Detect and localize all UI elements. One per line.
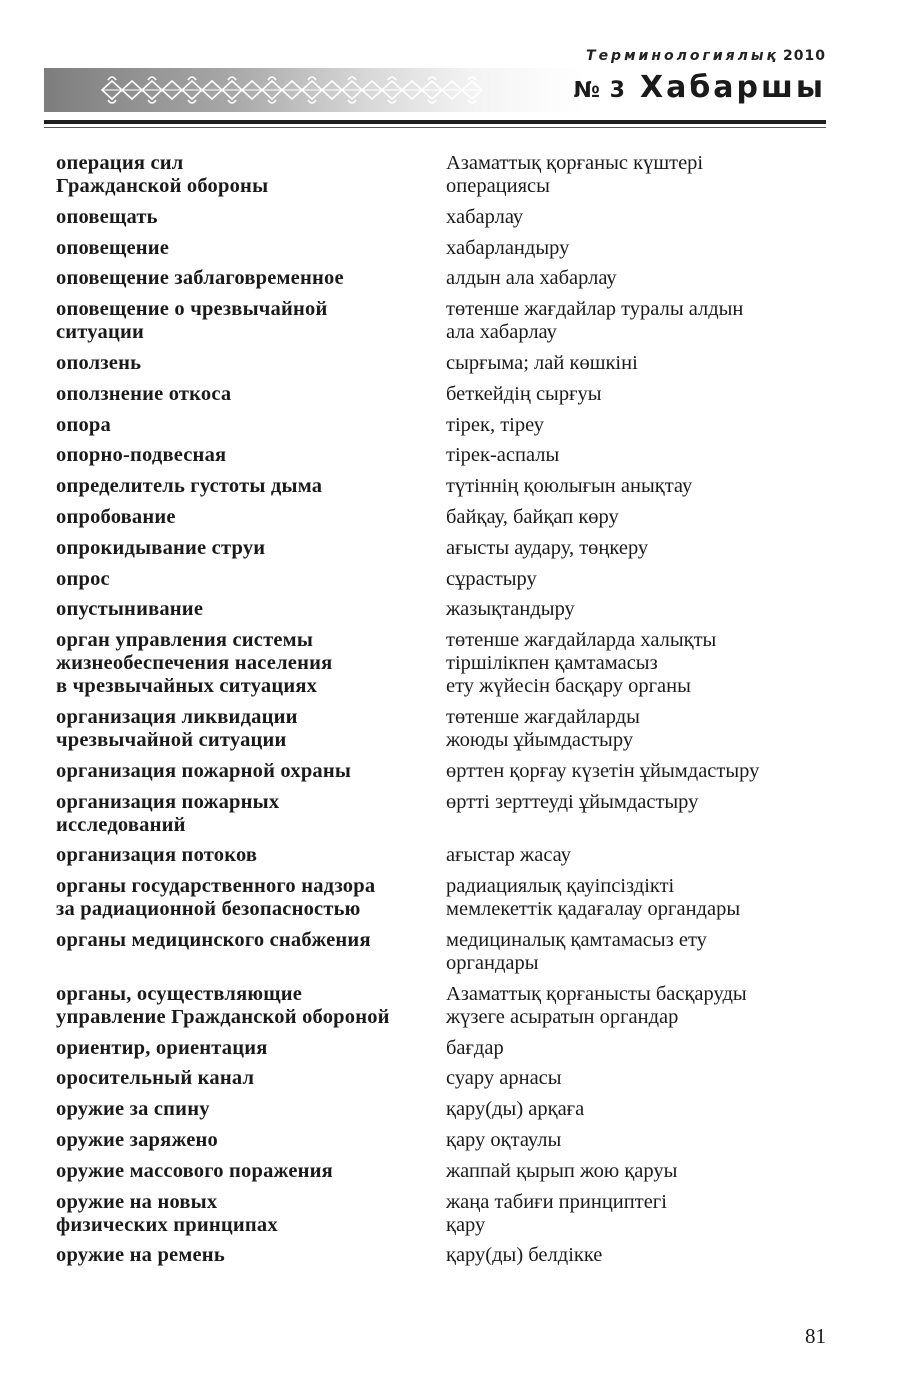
term-kazakh: байқау, байқап көру <box>446 505 619 528</box>
term-russian: органы государственного надзора за радиационной безопасностью <box>56 875 376 921</box>
term-russian: оружие на ремень <box>56 1244 225 1267</box>
term-kazakh: өрттен қорғау күзетін ұйымдастыру <box>446 759 760 782</box>
glossary-entry <box>56 237 826 260</box>
term-kazakh: жазықтандыру <box>446 598 575 621</box>
term-russian: оружие заряжено <box>56 1128 218 1151</box>
glossary-entry <box>56 152 826 198</box>
term-kazakh: өртті зерттеуді ұйымдастыру <box>446 790 699 813</box>
term-kazakh: тірек, тіреу <box>446 413 544 436</box>
glossary-entry <box>56 598 826 621</box>
glossary-entry <box>56 1067 826 1090</box>
term-kazakh: қару(ды) арқаға <box>446 1098 585 1121</box>
term-kazakh: суару арнасы <box>446 1067 562 1090</box>
term-russian: оповещение о чрезвычайной ситуации <box>56 298 328 344</box>
term-kazakh: бағдар <box>446 1036 504 1059</box>
term-russian: опрос <box>56 567 110 590</box>
term-russian: опрокидывание струи <box>56 536 266 559</box>
term-kazakh: Азаматтық қорғаныс күштері операциясы <box>446 152 704 197</box>
glossary-entry <box>56 706 826 752</box>
term-russian: опорно-подвесная <box>56 444 227 467</box>
term-russian: опробование <box>56 505 176 528</box>
term-kazakh: сұрастыру <box>446 567 537 590</box>
ornament-banner <box>44 68 584 112</box>
glossary-entry <box>56 506 826 529</box>
term-russian: опора <box>56 413 111 436</box>
term-kazakh: қару оқтаулы <box>446 1128 562 1151</box>
term-kazakh: ағыстар жасау <box>446 844 571 867</box>
glossary-entry <box>56 414 826 437</box>
term-kazakh: жаппай қырып жою қаруы <box>446 1159 678 1182</box>
ornament-pattern-icon <box>44 68 584 112</box>
term-kazakh: төтенше жағдайларды жоюды ұйымдастыру <box>446 705 640 751</box>
glossary-entry <box>56 1098 826 1121</box>
term-kazakh: беткейдің сырғуы <box>446 382 602 405</box>
term-russian: оружие массового поражения <box>56 1159 333 1182</box>
term-russian: опустынивание <box>56 598 204 621</box>
glossary-entries <box>56 152 826 1275</box>
glossary-entry <box>56 537 826 560</box>
term-russian: определитель густоты дыма <box>56 475 323 498</box>
term-kazakh: жаңа табиғи принциптегі қару <box>446 1190 667 1236</box>
glossary-entry <box>56 444 826 467</box>
glossary-entry <box>56 1191 826 1237</box>
term-russian: оповещать <box>56 205 158 228</box>
header-rule-thick <box>44 120 826 124</box>
issue-number: № 3 <box>573 78 626 103</box>
term-kazakh: төтенше жағдайларда халықты тіршілікпен қамтамасыз ету жүйесін басқару органы <box>446 629 717 698</box>
glossary-entry <box>56 983 826 1029</box>
term-russian: органы медицинского снабжения <box>56 928 371 951</box>
term-kazakh: алдын ала хабарлау <box>446 267 617 290</box>
glossary-entry <box>56 844 826 867</box>
journal-year: 2010 <box>783 48 826 64</box>
glossary-entry <box>56 475 826 498</box>
term-russian: организация пожарных исследований <box>56 790 280 836</box>
issue-heading <box>574 70 826 105</box>
glossary-entry <box>56 791 826 837</box>
journal-name: Терминологиялық <box>586 48 780 64</box>
term-kazakh: хабарлау <box>446 205 524 228</box>
glossary-entry <box>56 1244 826 1267</box>
term-russian: оповещение <box>56 236 170 259</box>
term-russian: органы, осуществляющие управление Гражданской обороной <box>56 982 390 1028</box>
page-number: 81 <box>805 1324 826 1348</box>
issue-title: Хабаршы <box>639 70 826 105</box>
term-russian: орган управления системы жизнеобеспечения населения в чрезвычайных ситуациях <box>56 629 333 698</box>
term-kazakh: радиациялық қауіпсіздікті мемлекеттік қадағалау органдары <box>446 875 741 921</box>
term-kazakh: төтенше жағдайлар туралы алдын ала хабарлау <box>446 298 744 344</box>
term-russian: оружие за спину <box>56 1098 210 1121</box>
glossary-entry <box>56 352 826 375</box>
glossary-entry <box>56 1160 826 1183</box>
glossary-entry <box>56 206 826 229</box>
term-russian: оружие на новых физических принципах <box>56 1190 278 1236</box>
glossary-entry <box>56 1129 826 1152</box>
glossary-entry <box>56 875 826 921</box>
glossary-entry <box>56 929 826 975</box>
term-kazakh: түтіннің қоюлығын анықтау <box>446 475 693 498</box>
glossary-entry <box>56 383 826 406</box>
term-russian: оповещение заблаговременное <box>56 267 344 290</box>
header-rule-thin <box>44 127 826 128</box>
term-kazakh: сырғыма; лай көшкіні <box>446 351 638 374</box>
journal-line <box>586 48 826 64</box>
page-header <box>44 44 826 124</box>
term-russian: организация пожарной охраны <box>56 759 352 782</box>
term-russian: операция сил Гражданской обороны <box>56 152 269 197</box>
glossary-entry <box>56 568 826 591</box>
term-russian: организация потоков <box>56 844 258 867</box>
term-russian: оползнение откоса <box>56 382 232 405</box>
term-russian: организация ликвидации чрезвычайной ситуации <box>56 705 298 751</box>
term-kazakh: медициналық қамтамасыз ету органдары <box>446 928 707 974</box>
glossary-entry <box>56 1037 826 1060</box>
term-russian: оросительный канал <box>56 1067 255 1090</box>
glossary-entry <box>56 760 826 783</box>
term-kazakh: ағысты аудару, төңкеру <box>446 536 649 559</box>
term-russian: оползень <box>56 351 142 374</box>
term-kazakh: тірек-аспалы <box>446 444 560 467</box>
term-kazakh: Азаматтық қорғанысты басқаруды жүзеге асыратын органдар <box>446 982 747 1028</box>
glossary-entry <box>56 298 826 344</box>
glossary-entry <box>56 267 826 290</box>
term-kazakh: хабарландыру <box>446 236 570 259</box>
glossary-entry <box>56 629 826 698</box>
term-russian: ориентир, ориентация <box>56 1036 268 1059</box>
term-kazakh: қару(ды) белдікке <box>446 1244 603 1267</box>
